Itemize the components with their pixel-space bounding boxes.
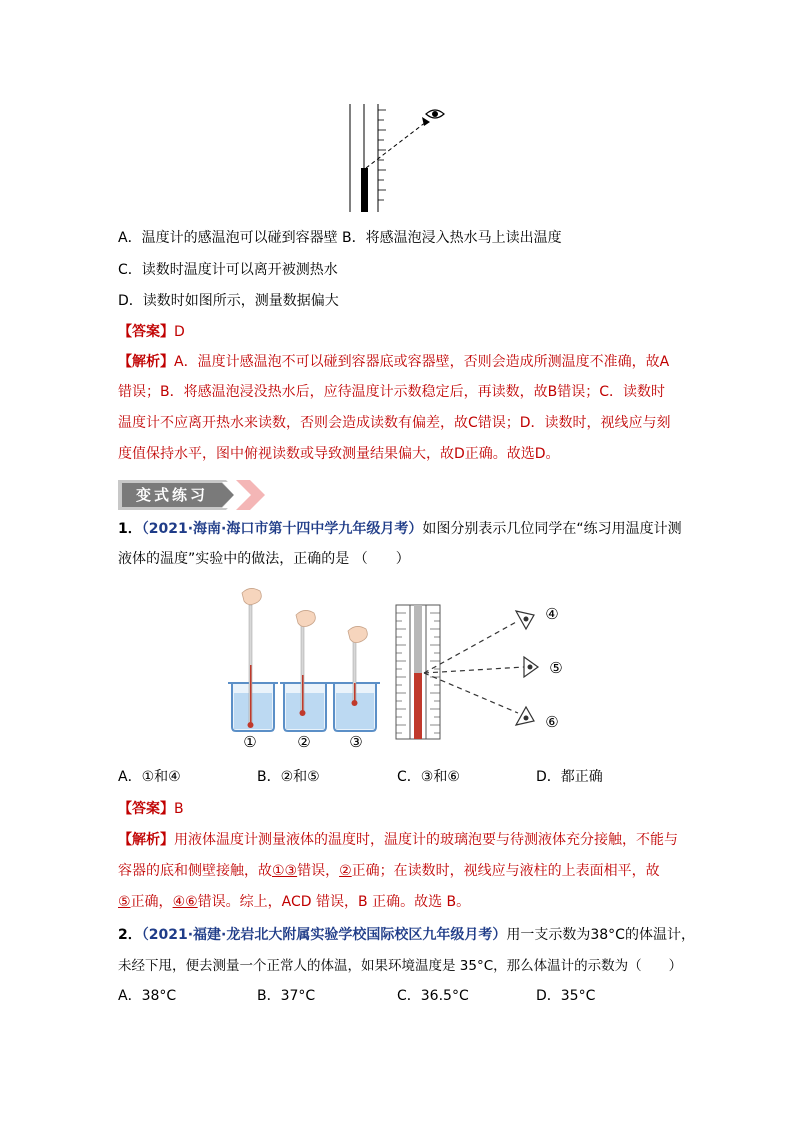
q2-number: 2． — [118, 927, 142, 943]
q1-source: （2021·海南·海口市第十四中学九年级月考） — [141, 521, 423, 537]
q2-option-a: A．38°C — [118, 988, 177, 1004]
figure-label-3: ③ — [349, 733, 363, 751]
beaker-3 — [330, 626, 380, 731]
analysis-line-4: 度值保持水平，图中俯视读数或导致测量结果偏大，故D正确。故选D。 — [118, 446, 560, 462]
analysis-label: 【解析】 — [118, 354, 174, 370]
q1-analysis-label: 【解析】 — [118, 832, 174, 848]
figure-label-2: ② — [297, 733, 311, 751]
q1-option-a: A．①和④ — [118, 769, 181, 785]
eye-icon — [516, 707, 534, 725]
q1-answer-line — [118, 799, 184, 819]
figure-label-5: ⑤ — [549, 659, 563, 677]
figure-label-6: ⑥ — [545, 713, 559, 731]
q2-source: （2021·福建·龙岩北大附属实验学校国际校区九年级月考） — [141, 927, 507, 943]
answer-label: 【答案】 — [118, 324, 174, 340]
q1-answer-label: 【答案】 — [118, 801, 174, 817]
q2-option-d: D．35°C — [536, 988, 596, 1004]
beaker-1 — [228, 588, 278, 731]
analysis-line-2: 错误；B．将感温泡浸没热水后，应待温度计示数稳定后，再读数，故B错误；C．读数时 — [118, 384, 665, 400]
thermometer-reading-figure — [340, 100, 450, 215]
answer-line — [118, 322, 185, 342]
q1-figure — [220, 585, 580, 755]
q2-option-b: B．37°C — [257, 988, 316, 1004]
eye-icon — [426, 110, 444, 118]
q1-option-c: C．③和⑥ — [397, 769, 460, 785]
q1-analysis-line-2: 容器的底和侧壁接触，故①③错误，②正确；在读数时，视线应与液柱的上表面相平，故 — [118, 863, 660, 879]
eye-icon — [524, 657, 538, 677]
eye-icon — [516, 611, 534, 629]
answer-value: D — [174, 324, 185, 340]
section-banner-title: 变式练习 — [136, 486, 209, 504]
q1-stem-line-2: 液体的温度”实验中的做法，正确的是 （ ） — [118, 551, 410, 567]
option-a-b: A．温度计的感温泡可以碰到容器壁 B．将感温泡浸入热水马上读出温度 — [118, 230, 562, 246]
q1-stem-line-1: 1．（2021·海南·海口市第十四中学九年级月考）如图分别表示几位同学在“练习用温度计测 — [118, 521, 682, 537]
q1-answer-value: B — [174, 801, 184, 817]
figure-label-1: ① — [243, 733, 257, 751]
q1-number: 1． — [118, 521, 142, 537]
q1-analysis-line-3: ⑤正确，④⑥错误。综上，ACD 错误，B 正确。故选 B。 — [118, 894, 471, 910]
analysis-line-1: 【解析】A．温度计感温泡不可以碰到容器底或容器壁，否则会造成所测温度不准确，故A — [118, 354, 670, 370]
option-c: C．读数时温度计可以离开被测热水 — [118, 262, 338, 278]
beaker-2 — [280, 610, 330, 731]
q2-stem-line-1: 2．（2021·福建·龙岩北大附属实验学校国际校区九年级月考）用一支示数为38°C的体温计， — [118, 927, 695, 943]
figure-label-4: ④ — [545, 605, 559, 623]
q1-option-b: B．②和⑤ — [257, 769, 320, 785]
option-d: D．读数时如图所示，测量数据偏大 — [118, 293, 339, 309]
q1-analysis-line-1: 【解析】用液体温度计测量液体的温度时，温度计的玻璃泡要与待测液体充分接触，不能与 — [118, 832, 678, 848]
q2-option-c: C．36.5°C — [397, 988, 469, 1004]
analysis-line-3: 温度计不应离开热水来读数，否则会造成读数有偏差，故C错误；D．读数时，视线应与刻 — [118, 415, 671, 431]
q1-option-d: D．都正确 — [536, 769, 603, 785]
q2-stem-line-2: 未经下甩，便去测量一个正常人的体温，如果环境温度是 35°C，那么体温计的示数为（ ） — [118, 958, 683, 974]
